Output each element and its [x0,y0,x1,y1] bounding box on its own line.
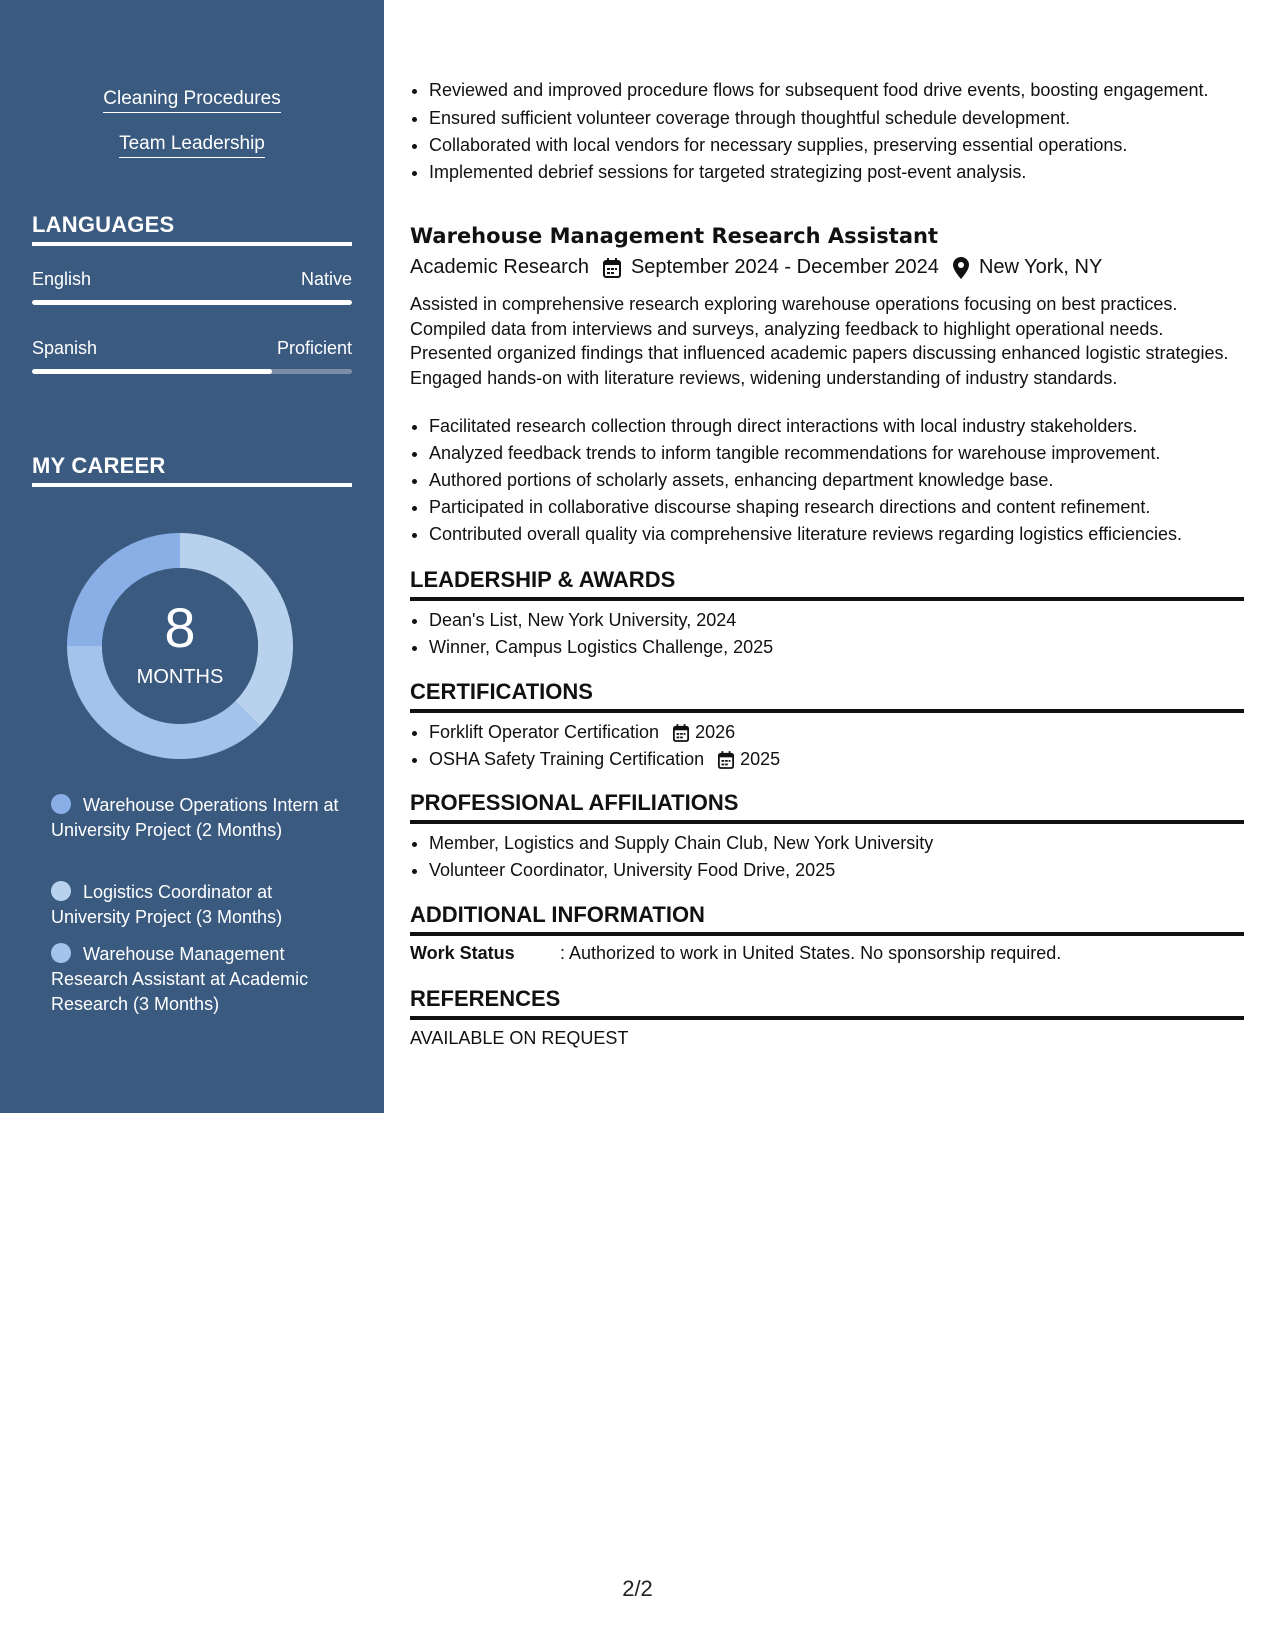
languages-heading: LANGUAGES [32,212,352,246]
work-status-label: Work Status [410,943,515,963]
career-total-unit: MONTHS [136,666,224,688]
skill-cleaning-procedures[interactable] [0,88,384,113]
references-heading: REFERENCES [410,986,1244,1020]
calendar-icon [718,751,734,769]
list-item: • Authored portions of scholarly assets, enhancing department knowledge base. [429,467,1259,494]
awards-list [410,607,773,661]
career-item [51,942,341,1017]
career-heading: MY CAREER [32,453,352,487]
affiliations-heading: PROFESSIONAL AFFILIATIONS [410,790,1244,824]
work-status-value: : Authorized to work in United States. No sponsorship required. [560,943,1062,963]
affiliations-list [410,830,933,884]
job-org: Academic Research [410,256,589,278]
career-item-label: Logistics Coordinator at University Project (3 Months) [51,882,283,927]
job-location: New York, NY [978,256,1103,278]
list-item: • Reviewed and improved procedure flows for subsequent food drive events, boosting engagement. [429,78,1249,102]
list-item: • Member, Logistics and Supply Chain Club, New York University [429,830,933,857]
career-item-label: Warehouse Management Research Assistant at Academic Research (3 Months) [51,944,309,1014]
skill-label: Cleaning Procedures [103,88,280,113]
references-text: AVAILABLE ON REQUEST [410,1028,629,1048]
list-item: • Winner, Campus Logistics Challenge, 2025 [429,634,773,661]
language-level: Native [300,269,352,289]
certification-row [429,719,780,746]
language-name: Spanish [32,338,98,358]
sidebar [0,0,384,1113]
list-item: • Analyzed feedback trends to inform tangible recommendations for warehouse improvement. [429,440,1259,467]
language-name: English [32,269,92,289]
skill-label: Team Leadership [119,133,265,158]
list-item: • Facilitated research collection through direct interactions with local industry stakeholders. [429,413,1259,440]
job-meta [410,256,1102,279]
job-title: Warehouse Management Research Assistant [410,224,938,248]
language-bar-fill [32,300,352,305]
job-dates: September 2024 - December 2024 [630,256,939,278]
certification-name: • OSHA Safety Training Certification [429,749,705,769]
language-row-english [32,269,352,290]
career-legend-dot [51,881,71,901]
job-summary: Assisted in comprehensive research exploring warehouse operations focusing on best practices. Compiled data from interviews and surveys, analyzing feedback to highlight operational needs. Presented organized findings that influenced academic papers discussing enhanced logistic strategies. Engaged hands-on with literature reviews, widening understanding of industry standards. [410,294,1229,388]
certification-year: 2025 [740,749,781,769]
career-legend-dot [51,943,71,963]
list-item: • Collaborated with local vendors for necessary supplies, preserving essential operations. [429,132,1249,159]
language-bar-english [32,300,352,305]
skill-team-leadership[interactable] [0,133,384,158]
list-item: • Contributed overall quality via comprehensive literature reviews regarding logistics efficiencies. [429,521,1259,548]
list-item [429,746,780,773]
career-total-months: 8 [164,596,196,659]
list-item: • Dean's List, New York University, 2024 [429,607,773,634]
list-item: • Participated in collaborative discourse shaping research directions and content refinement. [429,494,1259,521]
job-bullets [410,413,1259,548]
certifications-heading: CERTIFICATIONS [410,679,1244,713]
page-number: 2/2 [622,1576,653,1601]
language-bar-spanish [32,369,352,374]
calendar-icon [673,724,689,742]
map-pin-icon [953,257,969,279]
list-item [429,719,780,746]
list-item: • Implemented debrief sessions for targeted strategizing post-event analysis. [429,159,1249,186]
certification-row [429,746,780,773]
awards-heading: LEADERSHIP & AWARDS [410,567,1244,601]
list-item: • Ensured sufficient volunteer coverage through thoughtful schedule development. [429,105,1249,132]
certification-year: 2026 [695,722,736,742]
certifications-list [410,719,780,773]
career-legend-dot [51,794,71,814]
language-bar-fill [32,369,272,374]
work-status-row [410,943,1061,964]
language-row-spanish [32,338,352,359]
calendar-icon [603,258,621,278]
language-level: Proficient [276,338,352,358]
certification-name: • Forklift Operator Certification [429,722,660,742]
career-item-label: Warehouse Operations Intern at University Project (2 Months) [51,795,339,840]
additional-info-heading: ADDITIONAL INFORMATION [410,902,1244,936]
list-item: • Volunteer Coordinator, University Food Drive, 2025 [429,857,933,884]
prior-job-bullets [410,78,1249,186]
career-item [51,880,341,930]
career-item [51,793,341,843]
